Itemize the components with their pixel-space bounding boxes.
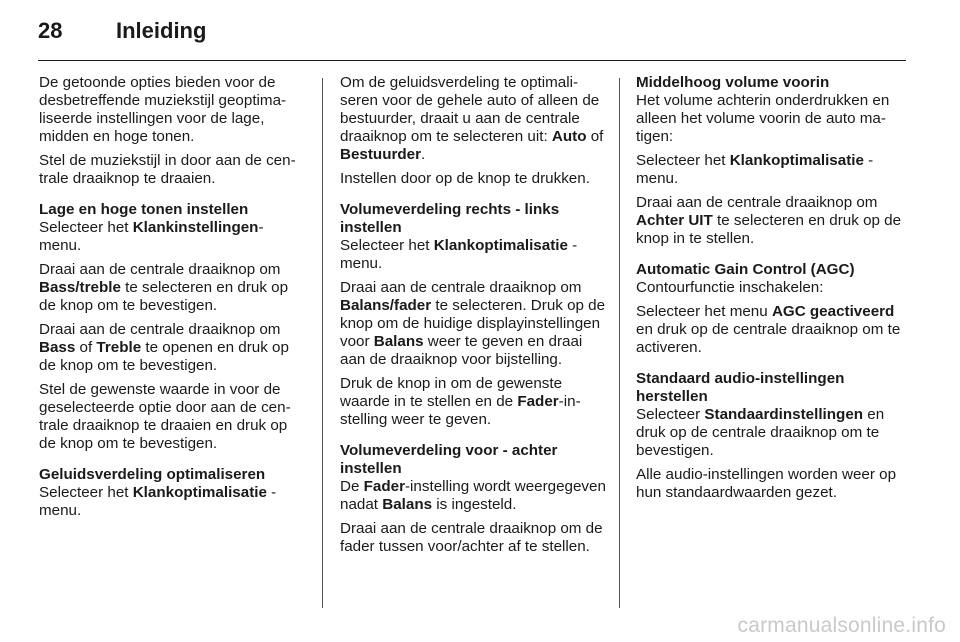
paragraph: De getoonde opties bieden voor de desbetreffende muziekstijl geoptimaliseerde instellingen voor de lage, midden en hoge tonen. xyxy=(39,74,287,145)
column-2 xyxy=(340,74,606,562)
menu-option: Balans/fader xyxy=(340,297,432,314)
menu-option: Achter UIT xyxy=(636,212,713,229)
column-3 xyxy=(636,74,906,508)
menu-option: Balans xyxy=(373,333,424,350)
paragraph: Draai aan de centrale draaiknop om Bass/treble te selecteren en druk op de knop om te bevestigen. xyxy=(39,261,289,314)
page-header xyxy=(38,18,206,48)
column-divider-2 xyxy=(619,78,620,608)
menu-option: Fader xyxy=(517,393,559,410)
section-heading: Middelhoog volume voorin xyxy=(636,74,830,91)
menu-option: Treble xyxy=(96,339,142,356)
paragraph: Instellen door op de knop te drukken. xyxy=(340,170,590,187)
paragraph: Alle audio-instellingen worden weer op hun standaardwaarden gezet. xyxy=(636,466,897,501)
paragraph: Het volume achterin onderdrukken en alleen het volume voorin de auto matigen: xyxy=(636,92,890,145)
column-1 xyxy=(39,74,305,526)
menu-option: Bestuurder xyxy=(340,146,422,163)
paragraph: Selecteer het menu AGC geactiveerd en druk op de centrale draaiknop om te activeren. xyxy=(636,303,901,356)
section-heading: Volumeverdeling rechts - links instellen xyxy=(340,201,560,236)
page-number: 28 xyxy=(38,18,63,43)
paragraph: Draai aan de centrale draaiknop om Bass of Treble te openen en druk op de knop om te bevestigen. xyxy=(39,321,289,374)
watermark: carmanualsonline.info xyxy=(737,614,946,637)
section-heading: Standaard audio-instellingen herstellen xyxy=(636,370,845,405)
paragraph: Selecteer het Klankoptimalisatie - menu. xyxy=(636,152,874,187)
paragraph: Selecteer het Klankinstellingen- menu. xyxy=(39,219,264,254)
section-heading: Lage en hoge tonen instellen xyxy=(39,201,249,218)
paragraph: Draai aan de centrale draaiknop om Balans/fader te selecteren. Druk op de knop om de huidige displayinstellingen voor Balans weer te geven en draai aan de draaiknop voor bijstelling. xyxy=(340,279,606,368)
menu-option: Auto xyxy=(551,128,587,145)
paragraph: Om de geluidsverdeling te optimaliseren voor de gehele auto of alleen de bestuurder, draait u aan de centrale draaiknop om te selecteren uit: Auto of Bestuurder. xyxy=(340,74,604,163)
menu-option: Balans xyxy=(382,496,433,513)
paragraph: Selecteer het Klankoptimalisatie - menu. xyxy=(39,484,277,519)
section-heading: Volumeverdeling voor - achter instellen xyxy=(340,442,558,477)
section-heading: Automatic Gain Control (AGC) xyxy=(636,261,855,278)
paragraph: Stel de gewenste waarde in voor de geselecteerde optie door aan de centrale draaiknop te draaien en druk op de knop om te bevestigen. xyxy=(39,381,291,452)
menu-option: Bass/treble xyxy=(39,279,121,296)
header-divider xyxy=(38,60,906,61)
paragraph: Contourfunctie inschakelen: xyxy=(636,279,824,296)
column-divider-1 xyxy=(322,78,323,608)
paragraph: Selecteer Standaardinstellingen en druk op de centrale draaiknop om te bevestigen. xyxy=(636,406,885,459)
page-title: Inleiding xyxy=(116,18,207,43)
paragraph: Druk de knop in om de gewenste waarde in te stellen en de Fader-instelling weer te geven. xyxy=(340,375,581,428)
paragraph: De Fader-instelling wordt weergegeven nadat Balans is ingesteld. xyxy=(340,478,606,513)
menu-name: Klankoptimalisatie xyxy=(433,237,568,254)
paragraph: Draai aan de centrale draaiknop om Achter UIT te selecteren en druk op de knop in te stellen. xyxy=(636,194,902,247)
menu-name: Klankinstellingen xyxy=(132,219,259,236)
section-heading: Geluidsverdeling optimaliseren xyxy=(39,466,266,483)
menu-name: Klankoptimalisatie xyxy=(729,152,864,169)
menu-option: Standaardinstellingen xyxy=(704,406,864,423)
menu-option: Bass xyxy=(39,339,76,356)
menu-name: AGC geactiveerd xyxy=(771,303,895,320)
paragraph: Stel de muziekstijl in door aan de centrale draaiknop te draaien. xyxy=(39,152,296,187)
menu-name: Klankoptimalisatie xyxy=(132,484,267,501)
paragraph: Selecteer het Klankoptimalisatie - menu. xyxy=(340,237,578,272)
menu-option: Fader xyxy=(363,478,405,495)
paragraph: Draai aan de centrale draaiknop om de fader tussen voor/achter af te stellen. xyxy=(340,520,603,555)
